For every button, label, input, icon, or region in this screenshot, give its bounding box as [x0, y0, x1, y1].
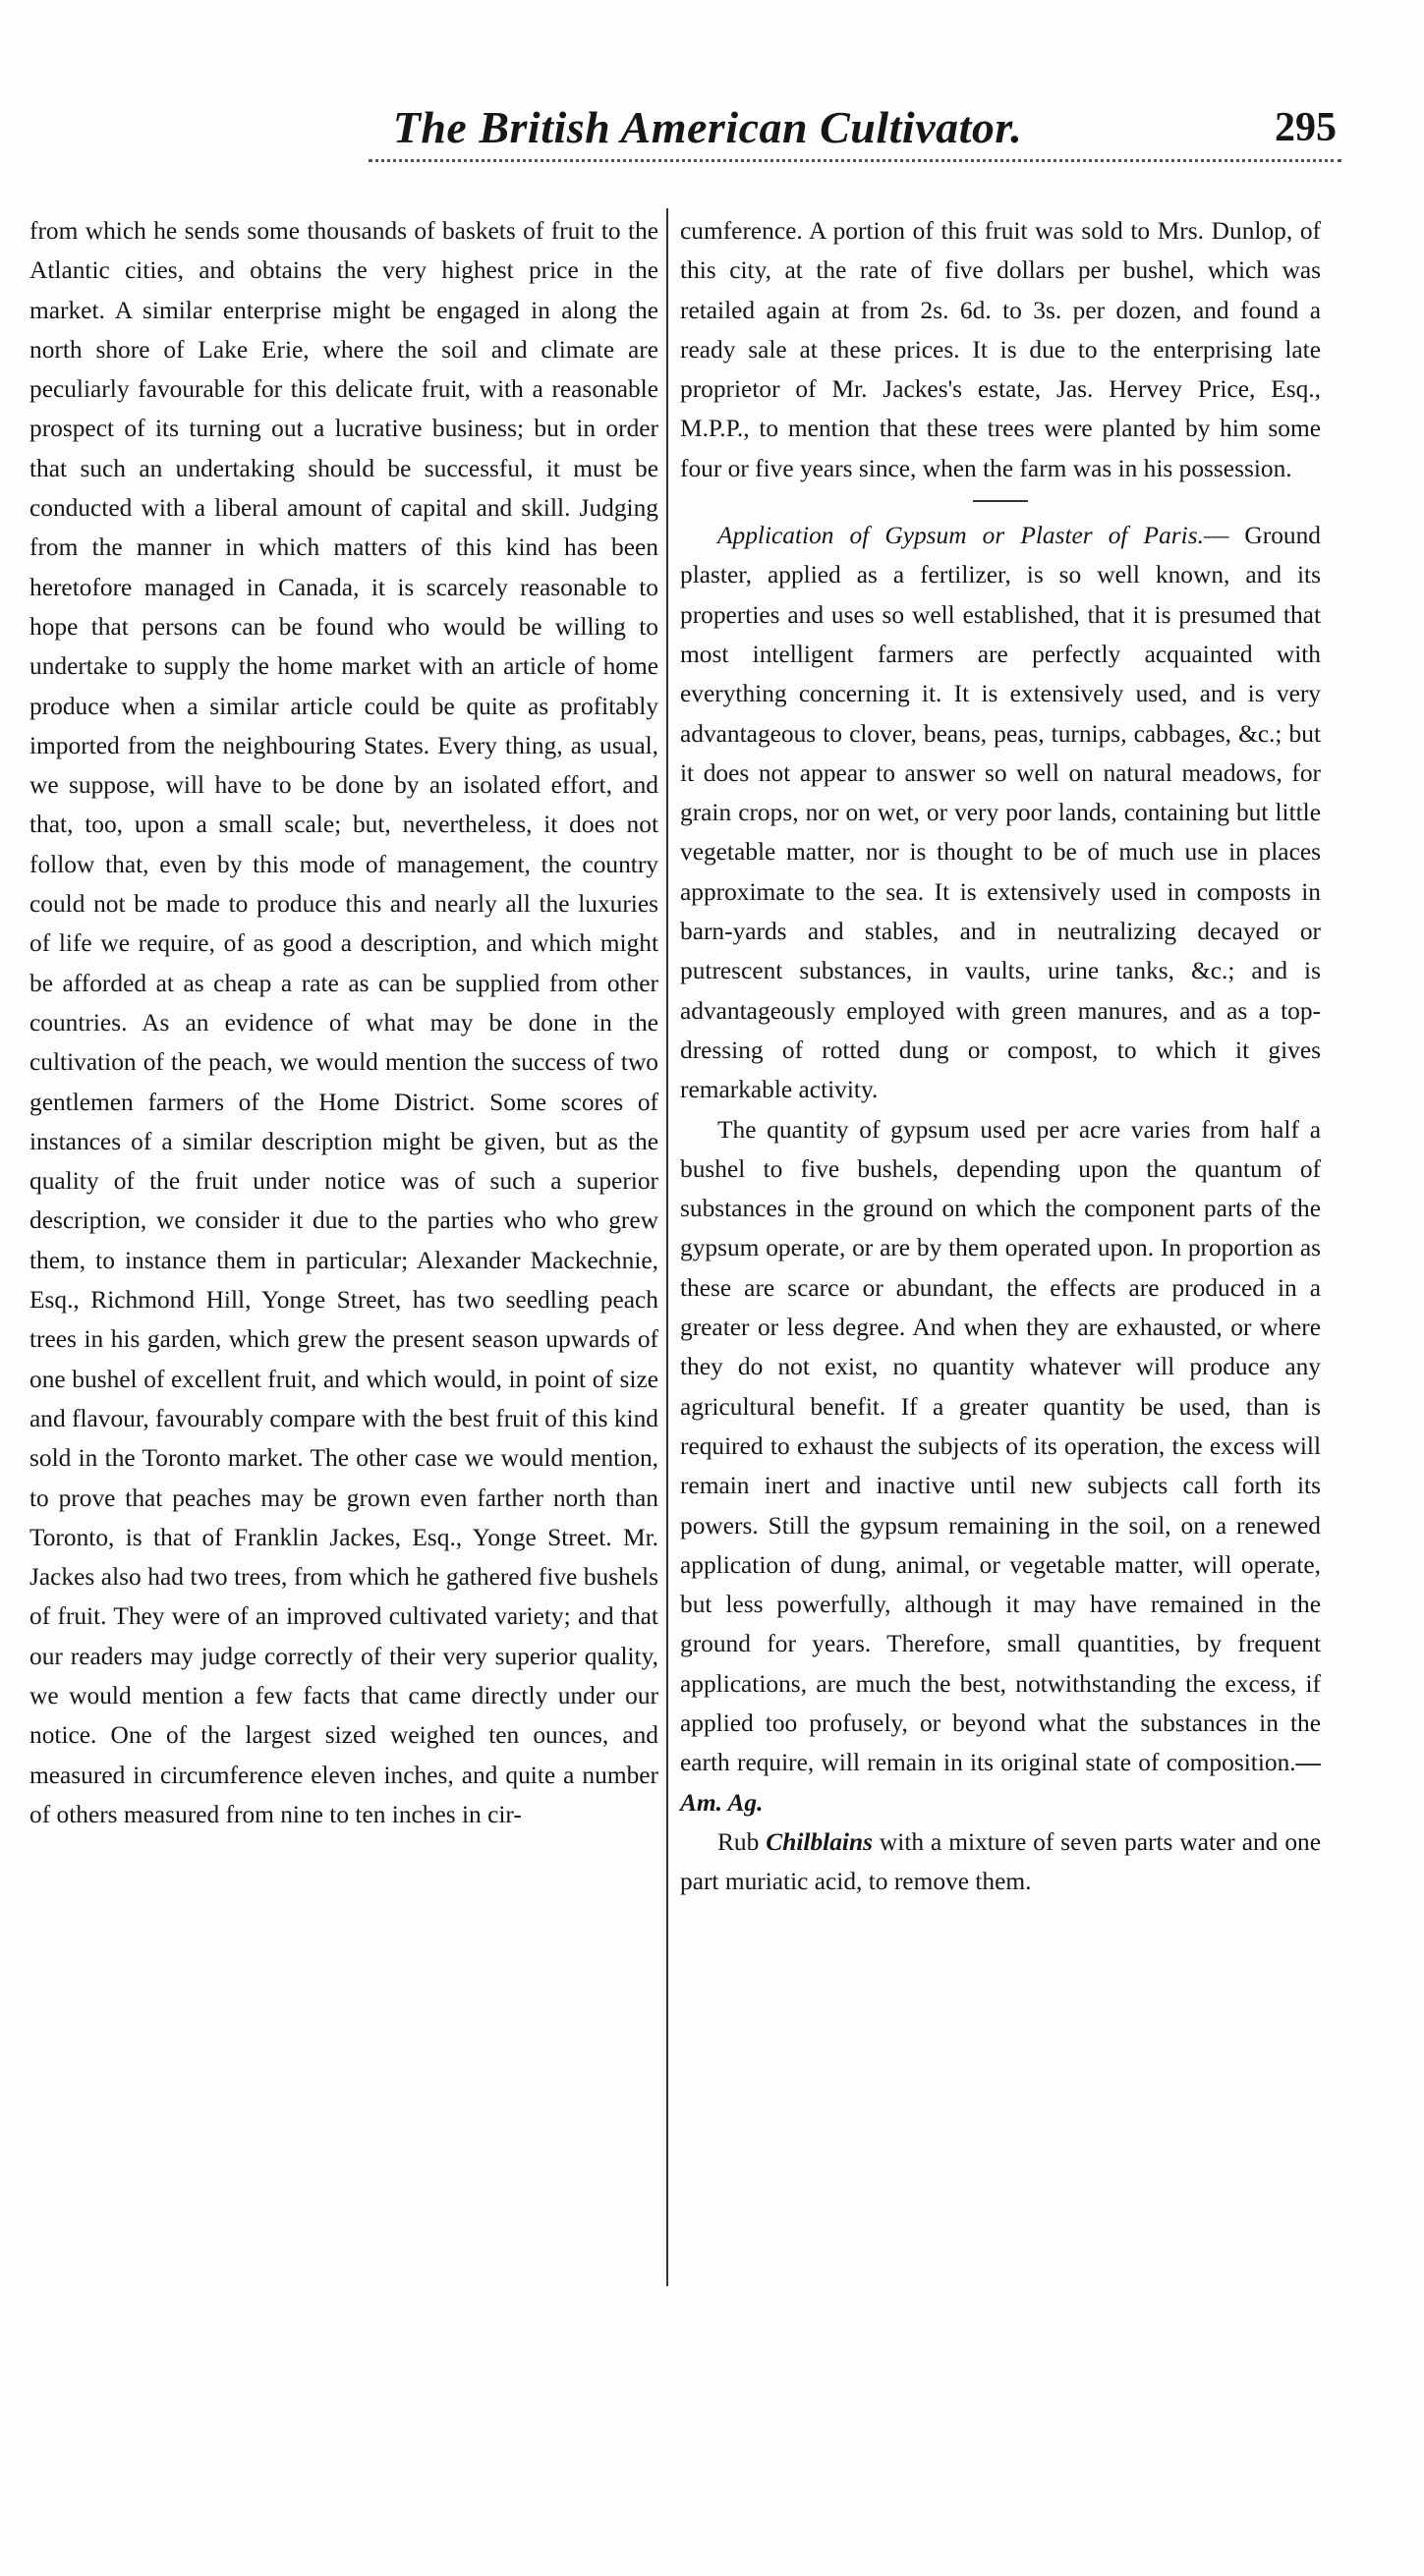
gypsum-paragraph-2	[680, 1110, 1321, 1822]
right-column	[680, 211, 1321, 1901]
chilblains-note	[680, 1822, 1321, 1902]
running-title: The British American Cultivator.	[392, 102, 1023, 152]
section-break-rule	[973, 500, 1028, 502]
heading-dash: —	[1203, 522, 1229, 550]
source-citation: —Am. Ag.	[680, 1749, 1321, 1817]
gypsum-paragraph-1: Ground plaster, applied as a fertilizer, is so well known, and its properties and uses so well established, that it is presumed that most intelligent farmers are perfectly acquainted with everything concerning it. It is extensively used, and is very advantageous to clover, beans, peas, turnips, cabbages, &c.; but it does not appear to answer so well on natural meadows, for grain crops, nor on wet, or very poor lands, containing but little vegetable matter, nor is thought to be of much use in places approximate to the sea. It is extensively used in composts in barn-yards and stables, and in neutralizing decayed or putrescent substances, in vaults, urine tanks, &c.; and is advantageously employed with green manures, and as a top-dressing of rotted dung or compost, to which it gives remarkable activity.	[680, 522, 1321, 1104]
peach-article-continuation: cumference. A portion of this fruit was sold to Mrs. Dunlop, of this city, at the rate of five dollars per bushel, which was retailed again at from 2s. 6d. to 3s. per dozen, and found a ready sale at these prices. It is due to the enterprising late proprietor of Mr. Jackes's estate, Jas. Hervey Price, Esq., M.P.P., to mention that these trees were planted by him some four or five years since, when the farm was in his possession.	[680, 217, 1321, 482]
page-number: 295	[1275, 105, 1337, 150]
gypsum-paragraph-2-text: The quantity of gypsum used per acre varies from half a bushel to five bushels, depending upon the quantum of substances in the ground on which the component parts of the gypsum operate, or are by them operated upon. In proportion as these are scarce or abundant, the effects are produced in a greater or less degree. And when they are exhausted, or where they do not exist, no quantity whatever will produce any agricultural benefit. If a greater quantity be used, than is required to exhaust the subjects of its operation, the excess will remain inert and inactive until new subjects call forth its powers. Still the gypsum remaining in the soil, on a renewed application of dung, animal, or vegetable matter, will operate, but less powerfully, although it may have remained in the ground for years. Therefore, small quantities, by frequent applications, are much the best, notwithstanding the excess, if applied too profusely, or beyond what the substances in the earth require, will remain in its original state of composition.	[680, 1115, 1321, 1777]
left-column	[29, 211, 658, 1834]
page-header	[29, 98, 1337, 167]
header-rule	[369, 159, 1341, 162]
gypsum-article-intro	[680, 516, 1321, 1109]
chilblains-text: with a mixture of seven parts water and one part muriatic acid, to remove them.	[680, 1827, 1321, 1896]
column-divider	[666, 208, 668, 2286]
article-heading: Application of Gypsum or Plaster of Paris.	[717, 522, 1204, 550]
left-column-text: from which he sends some thousands of baskets of fruit to the Atlantic cities, and obtains the very highest price in the market. A similar enterprise might be engaged in along the north shore of Lake Erie, where the soil and climate are peculiarly favourable for this delicate fruit, with a reasonable prospect of its turning out a lucrative business; but in order that such an undertaking should be successful, it must be conducted with a liberal amount of capital and skill. Judging from the manner in which matters of this kind has been heretofore managed in Canada, it is scarcely reasonable to hope that persons can be found who would be willing to undertake to supply the home market with an article of home produce when a similar article could be quite as profitably imported from the neighbouring States. Every thing, as usual, we suppose, will have to be done by an isolated effort, and that, too, upon a small scale; but, nevertheless, it does not follow that, even by this mode of management, the country could not be made to produce this and nearly all the luxuries of life we require, of as good a description, and which might be afforded at as cheap a rate as can be supplied from other countries. As an evidence of what may be done in the cultivation of the peach, we would mention the success of two gentlemen farmers of the Home District. Some scores of instances of a similar description might be given, but as the quality of the fruit under notice was of such a superior description, we consider it due to the parties who who grew them, to instance them in particular; Alexander Mackechnie, Esq., Richmond Hill, Yonge Street, has two seedling peach trees in his garden, which grew the present season upwards of one bushel of excellent fruit, and which would, in point of size and flavour, favourably compare with the best fruit of this kind sold in the Toronto market. The other case we would mention, to prove that peaches may be grown even farther north than Toronto, is that of Franklin Jackes, Esq., Yonge Street. Mr. Jackes also had two trees, from which he gathered five bushels of fruit. They were of an improved cultivated variety; and that our readers may judge correctly of their very superior quality, we would mention a few facts that came directly under our notice. One of the largest sized weighed ten ounces, and measured in circumference eleven inches, and quite a number of others measured from nine to ten inches in cir-	[29, 217, 658, 1828]
chilblains-lead: Rub	[717, 1827, 767, 1856]
chilblains-term: Chilblains	[766, 1827, 873, 1856]
